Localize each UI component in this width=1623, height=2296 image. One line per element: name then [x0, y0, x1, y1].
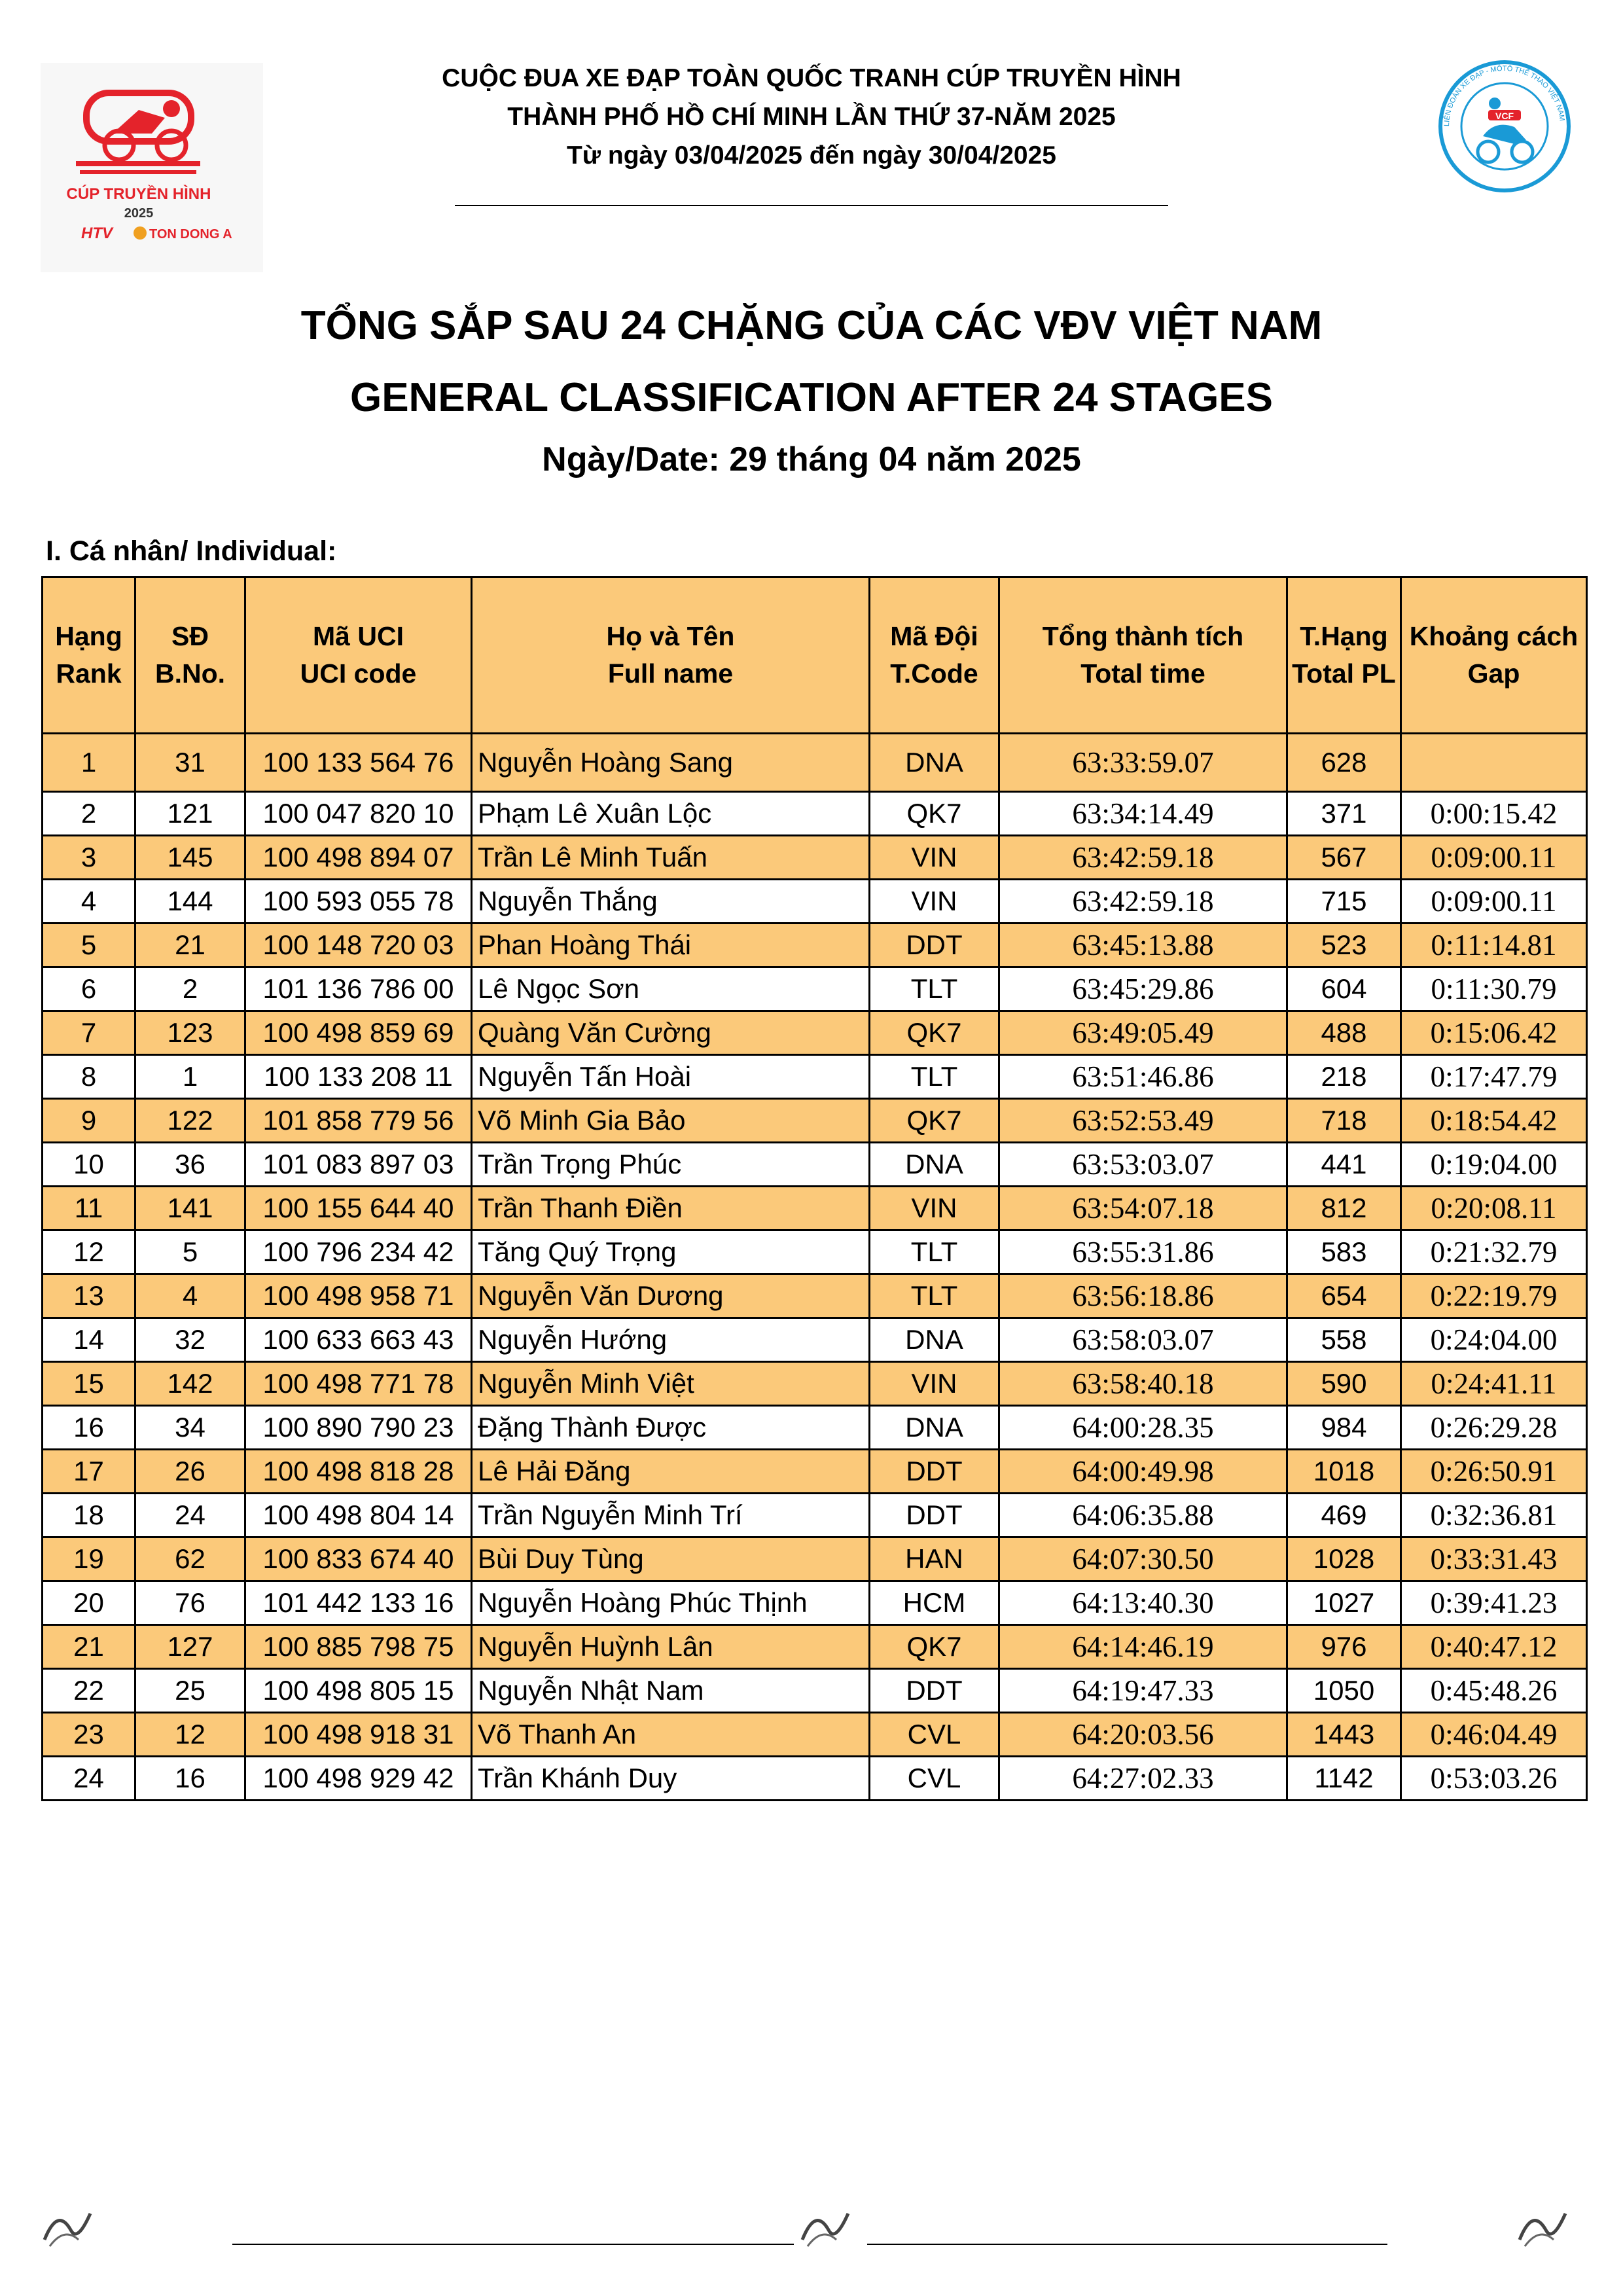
cell-bib: 76: [135, 1581, 245, 1625]
table-row: [43, 1757, 1587, 1801]
cell-name: Bùi Duy Tùng: [472, 1537, 870, 1581]
cell-bib: 36: [135, 1143, 245, 1187]
table-row: [43, 1537, 1587, 1581]
cell-uci: 100 498 894 07: [245, 836, 472, 880]
section-heading: I. Cá nhân/ Individual:: [46, 535, 337, 567]
cell-bib: 5: [135, 1230, 245, 1274]
table-row: [43, 967, 1587, 1011]
cell-uci: 100 498 805 15: [245, 1669, 472, 1713]
cell-uci: 100 498 859 69: [245, 1011, 472, 1055]
cell-name: Trần Thanh Điền: [472, 1187, 870, 1230]
cell-rank: 5: [43, 924, 135, 967]
cell-time: 63:58:03.07: [999, 1318, 1287, 1362]
cell-name: Võ Thanh An: [472, 1713, 870, 1757]
cell-gap: 0:26:29.28: [1401, 1406, 1587, 1450]
cell-uci: 100 498 958 71: [245, 1274, 472, 1318]
cell-rank: 15: [43, 1362, 135, 1406]
footer-logo-left: [38, 2194, 103, 2253]
cell-total-pl: 558: [1287, 1318, 1401, 1362]
cell-time: 63:42:59.18: [999, 836, 1287, 880]
cell-total-pl: 976: [1287, 1625, 1401, 1669]
cell-gap: 0:18:54.42: [1401, 1099, 1587, 1143]
cell-total-pl: 488: [1287, 1011, 1401, 1055]
cell-team: QK7: [870, 1625, 999, 1669]
cell-rank: 3: [43, 836, 135, 880]
cell-name: Trần Khánh Duy: [472, 1757, 870, 1801]
cell-bib: 12: [135, 1713, 245, 1757]
cell-name: Nguyễn Hoàng Phúc Thịnh: [472, 1581, 870, 1625]
cell-rank: 2: [43, 792, 135, 836]
cell-time: 64:13:40.30: [999, 1581, 1287, 1625]
cell-uci: 100 885 798 75: [245, 1625, 472, 1669]
cell-gap: 0:17:47.79: [1401, 1055, 1587, 1099]
cell-total-pl: 1443: [1287, 1713, 1401, 1757]
cell-name: Tăng Quý Trọng: [472, 1230, 870, 1274]
table-row: [43, 880, 1587, 924]
cell-uci: 100 498 804 14: [245, 1494, 472, 1537]
vcf-logo: [1416, 58, 1593, 195]
cell-name: Trần Lê Minh Tuấn: [472, 836, 870, 880]
event-title-line-1: CUỘC ĐUA XE ĐẠP TOÀN QUỐC TRANH CÚP TRUYỀN HÌNH: [442, 64, 1181, 92]
cell-time: 64:27:02.33: [999, 1757, 1287, 1801]
cell-bib: 123: [135, 1011, 245, 1055]
cell-team: QK7: [870, 1099, 999, 1143]
cell-bib: 34: [135, 1406, 245, 1450]
cell-bib: 144: [135, 880, 245, 924]
table-row: [43, 924, 1587, 967]
cell-team: VIN: [870, 880, 999, 924]
cell-bib: 24: [135, 1494, 245, 1537]
cell-rank: 4: [43, 880, 135, 924]
cell-gap: 0:53:03.26: [1401, 1757, 1587, 1801]
cell-team: DDT: [870, 924, 999, 967]
htv-logo: HTV: [81, 224, 113, 242]
table-row: [43, 1274, 1587, 1318]
cup-logo: [41, 63, 263, 272]
classification-table: [41, 576, 1588, 1801]
cell-rank: 8: [43, 1055, 135, 1099]
cell-bib: 2: [135, 967, 245, 1011]
cell-bib: 16: [135, 1757, 245, 1801]
cell-gap: 0:19:04.00: [1401, 1143, 1587, 1187]
cell-gap: 0:11:30.79: [1401, 967, 1587, 1011]
cell-total-pl: 812: [1287, 1187, 1401, 1230]
cell-team: QK7: [870, 1011, 999, 1055]
cell-gap: 0:09:00.11: [1401, 836, 1587, 880]
cell-rank: 11: [43, 1187, 135, 1230]
cell-rank: 19: [43, 1537, 135, 1581]
cell-time: 63:53:03.07: [999, 1143, 1287, 1187]
cell-gap: 0:45:48.26: [1401, 1669, 1587, 1713]
cell-gap: 0:40:47.12: [1401, 1625, 1587, 1669]
cell-uci: 101 442 133 16: [245, 1581, 472, 1625]
cell-rank: 22: [43, 1669, 135, 1713]
cell-total-pl: 218: [1287, 1055, 1401, 1099]
cell-team: CVL: [870, 1757, 999, 1801]
cell-gap: 0:15:06.42: [1401, 1011, 1587, 1055]
cell-uci: 101 136 786 00: [245, 967, 472, 1011]
cell-bib: 121: [135, 792, 245, 836]
footer-rule-left: [232, 2244, 794, 2245]
cell-team: VIN: [870, 836, 999, 880]
cell-time: 63:54:07.18: [999, 1187, 1287, 1230]
cell-gap: 0:20:08.11: [1401, 1187, 1587, 1230]
cell-bib: 122: [135, 1099, 245, 1143]
cell-bib: 127: [135, 1625, 245, 1669]
cell-name: Nguyễn Huỳnh Lân: [472, 1625, 870, 1669]
cell-bib: 4: [135, 1274, 245, 1318]
cell-total-pl: 441: [1287, 1143, 1401, 1187]
cell-uci: 100 833 674 40: [245, 1537, 472, 1581]
table-row: [43, 1581, 1587, 1625]
ton-dong-a-logo: TON DONG A: [149, 227, 232, 242]
cell-total-pl: 628: [1287, 734, 1401, 792]
cell-name: Phạm Lê Xuân Lộc: [472, 792, 870, 836]
cell-team: DDT: [870, 1669, 999, 1713]
cell-team: HCM: [870, 1581, 999, 1625]
col-header-bib: SĐ B.No.: [135, 577, 245, 734]
cell-team: DNA: [870, 1143, 999, 1187]
cell-total-pl: 984: [1287, 1406, 1401, 1450]
vcf-logo-text: VCF: [1495, 111, 1514, 121]
cell-total-pl: 567: [1287, 836, 1401, 880]
table-row: [43, 734, 1587, 792]
cell-team: VIN: [870, 1362, 999, 1406]
cell-uci: 100 133 208 11: [245, 1055, 472, 1099]
cup-logo-name: CÚP TRUYỀN HÌNH: [66, 185, 211, 203]
cell-time: 64:19:47.33: [999, 1669, 1287, 1713]
col-header-team: Mã Đội T.Code: [870, 577, 999, 734]
cell-gap: 0:26:50.91: [1401, 1450, 1587, 1494]
cell-gap: 0:11:14.81: [1401, 924, 1587, 967]
table-row: [43, 1143, 1587, 1187]
cell-name: Lê Ngọc Sơn: [472, 967, 870, 1011]
cell-uci: 100 498 929 42: [245, 1757, 472, 1801]
cell-name: Nguyễn Minh Việt: [472, 1362, 870, 1406]
cell-uci: 100 498 918 31: [245, 1713, 472, 1757]
cell-rank: 17: [43, 1450, 135, 1494]
cell-team: TLT: [870, 1274, 999, 1318]
cell-time: 63:45:13.88: [999, 924, 1287, 967]
cell-time: 64:06:35.88: [999, 1494, 1287, 1537]
table-header-row: [43, 577, 1587, 734]
cell-rank: 23: [43, 1713, 135, 1757]
cell-bib: 31: [135, 734, 245, 792]
cell-name: Nguyễn Hướng: [472, 1318, 870, 1362]
cell-bib: 145: [135, 836, 245, 880]
cell-time: 64:20:03.56: [999, 1713, 1287, 1757]
cell-bib: 32: [135, 1318, 245, 1362]
table-body: [43, 734, 1587, 1801]
cell-gap: [1401, 734, 1587, 792]
cell-rank: 18: [43, 1494, 135, 1537]
cell-gap: 0:32:36.81: [1401, 1494, 1587, 1537]
table-row: [43, 1318, 1587, 1362]
cell-total-pl: 523: [1287, 924, 1401, 967]
cell-time: 63:58:40.18: [999, 1362, 1287, 1406]
cell-uci: 100 498 818 28: [245, 1450, 472, 1494]
cell-rank: 13: [43, 1274, 135, 1318]
cell-gap: 0:39:41.23: [1401, 1581, 1587, 1625]
table-row: [43, 1099, 1587, 1143]
footer-logo-right: [1513, 2194, 1578, 2253]
col-header-name: Họ và Tên Full name: [472, 577, 870, 734]
cell-time: 63:56:18.86: [999, 1274, 1287, 1318]
table-row: [43, 1625, 1587, 1669]
cell-team: QK7: [870, 792, 999, 836]
cell-gap: 0:24:04.00: [1401, 1318, 1587, 1362]
cell-team: TLT: [870, 1055, 999, 1099]
cell-uci: 100 133 564 76: [245, 734, 472, 792]
cell-rank: 10: [43, 1143, 135, 1187]
cell-total-pl: 1142: [1287, 1757, 1401, 1801]
cell-time: 63:33:59.07: [999, 734, 1287, 792]
event-header: [393, 59, 1230, 175]
cell-time: 63:42:59.18: [999, 880, 1287, 924]
table-row: [43, 1230, 1587, 1274]
cell-time: 64:07:30.50: [999, 1537, 1287, 1581]
table-row: [43, 1187, 1587, 1230]
cell-name: Nguyễn Nhật Nam: [472, 1669, 870, 1713]
cell-name: Trần Nguyễn Minh Trí: [472, 1494, 870, 1537]
cyclist-signature-icon: [796, 2194, 861, 2253]
cell-time: 63:51:46.86: [999, 1055, 1287, 1099]
col-header-total-pl: T.Hạng Total PL: [1287, 577, 1401, 734]
table-row: [43, 1406, 1587, 1450]
cell-uci: 101 083 897 03: [245, 1143, 472, 1187]
table-row: [43, 836, 1587, 880]
cell-total-pl: 1028: [1287, 1537, 1401, 1581]
cell-name: Phan Hoàng Thái: [472, 924, 870, 967]
cell-rank: 12: [43, 1230, 135, 1274]
cell-time: 63:34:14.49: [999, 792, 1287, 836]
cell-gap: 0:09:00.11: [1401, 880, 1587, 924]
cell-rank: 1: [43, 734, 135, 792]
cell-team: DDT: [870, 1450, 999, 1494]
col-header-gap: Khoảng cách Gap: [1401, 577, 1587, 734]
cell-uci: 100 148 720 03: [245, 924, 472, 967]
cell-total-pl: 583: [1287, 1230, 1401, 1274]
cell-bib: 25: [135, 1669, 245, 1713]
cell-bib: 142: [135, 1362, 245, 1406]
cyclist-signature-icon: [38, 2194, 103, 2253]
cell-rank: 9: [43, 1099, 135, 1143]
cell-name: Lê Hải Đăng: [472, 1450, 870, 1494]
table-row: [43, 1011, 1587, 1055]
cell-team: DDT: [870, 1494, 999, 1537]
table-row: [43, 1713, 1587, 1757]
cell-uci: 100 890 790 23: [245, 1406, 472, 1450]
cell-uci: 101 858 779 56: [245, 1099, 472, 1143]
cell-rank: 16: [43, 1406, 135, 1450]
cell-name: Quàng Văn Cường: [472, 1011, 870, 1055]
cell-total-pl: 590: [1287, 1362, 1401, 1406]
cell-total-pl: 1050: [1287, 1669, 1401, 1713]
cell-bib: 1: [135, 1055, 245, 1099]
cell-name: Đặng Thành Được: [472, 1406, 870, 1450]
cell-rank: 20: [43, 1581, 135, 1625]
table-row: [43, 1450, 1587, 1494]
cell-name: Nguyễn Thắng: [472, 880, 870, 924]
cell-gap: 0:22:19.79: [1401, 1274, 1587, 1318]
cyclist-signature-icon: [1513, 2194, 1578, 2253]
cell-name: Nguyễn Tấn Hoài: [472, 1055, 870, 1099]
cell-time: 64:00:28.35: [999, 1406, 1287, 1450]
cell-gap: 0:24:41.11: [1401, 1362, 1587, 1406]
footer-logo-center: [796, 2194, 861, 2253]
cell-uci: 100 796 234 42: [245, 1230, 472, 1274]
title-vietnamese: TỔNG SẮP SAU 24 CHẶNG CỦA CÁC VĐV VIỆT NAM: [300, 303, 1323, 348]
cell-team: DNA: [870, 734, 999, 792]
table-row: [43, 1669, 1587, 1713]
col-header-rank: Hạng Rank: [43, 577, 135, 734]
cell-time: 63:49:05.49: [999, 1011, 1287, 1055]
cell-time: 63:52:53.49: [999, 1099, 1287, 1143]
cell-team: TLT: [870, 967, 999, 1011]
cell-bib: 141: [135, 1187, 245, 1230]
cell-uci: 100 155 644 40: [245, 1187, 472, 1230]
cell-gap: 0:33:31.43: [1401, 1537, 1587, 1581]
cell-gap: 0:00:15.42: [1401, 792, 1587, 836]
col-header-time: Tổng thành tích Total time: [999, 577, 1287, 734]
cell-total-pl: 469: [1287, 1494, 1401, 1537]
cell-total-pl: 718: [1287, 1099, 1401, 1143]
event-title-line-2: THÀNH PHỐ HỒ CHÍ MINH LẦN THỨ 37-NĂM 2025: [507, 103, 1116, 131]
cell-bib: 62: [135, 1537, 245, 1581]
cell-total-pl: 604: [1287, 967, 1401, 1011]
cell-uci: 100 633 663 43: [245, 1318, 472, 1362]
cell-team: CVL: [870, 1713, 999, 1757]
header-divider: [455, 205, 1168, 206]
cell-gap: 0:21:32.79: [1401, 1230, 1587, 1274]
cell-name: Trần Trọng Phúc: [472, 1143, 870, 1187]
cell-name: Nguyễn Hoàng Sang: [472, 734, 870, 792]
cell-rank: 24: [43, 1757, 135, 1801]
table-row: [43, 1055, 1587, 1099]
cell-total-pl: 1018: [1287, 1450, 1401, 1494]
cell-time: 64:00:49.98: [999, 1450, 1287, 1494]
cell-time: 63:45:29.86: [999, 967, 1287, 1011]
cell-time: 64:14:46.19: [999, 1625, 1287, 1669]
table-row: [43, 1494, 1587, 1537]
cell-uci: 100 593 055 78: [245, 880, 472, 924]
cell-bib: 21: [135, 924, 245, 967]
cell-rank: 7: [43, 1011, 135, 1055]
cell-team: TLT: [870, 1230, 999, 1274]
cell-name: Nguyễn Văn Dương: [472, 1274, 870, 1318]
cell-name: Võ Minh Gia Bảo: [472, 1099, 870, 1143]
cell-gap: 0:46:04.49: [1401, 1713, 1587, 1757]
cell-rank: 21: [43, 1625, 135, 1669]
cell-total-pl: 371: [1287, 792, 1401, 836]
title-english: GENERAL CLASSIFICATION AFTER 24 STAGES: [349, 375, 1274, 420]
cell-team: HAN: [870, 1537, 999, 1581]
cell-rank: 6: [43, 967, 135, 1011]
cell-total-pl: 715: [1287, 880, 1401, 924]
cell-team: DNA: [870, 1318, 999, 1362]
cup-logo-year: 2025: [124, 206, 154, 221]
cell-bib: 26: [135, 1450, 245, 1494]
cell-total-pl: 1027: [1287, 1581, 1401, 1625]
table-row: [43, 792, 1587, 836]
cell-uci: 100 498 771 78: [245, 1362, 472, 1406]
event-dates: Từ ngày 03/04/2025 đến ngày 30/04/2025: [566, 141, 1056, 170]
footer-rule-right: [867, 2244, 1387, 2245]
cell-rank: 14: [43, 1318, 135, 1362]
col-header-uci: Mã UCI UCI code: [245, 577, 472, 734]
report-date: Ngày/Date: 29 tháng 04 năm 2025: [542, 440, 1081, 478]
cell-team: DNA: [870, 1406, 999, 1450]
cell-time: 63:55:31.86: [999, 1230, 1287, 1274]
cell-uci: 100 047 820 10: [245, 792, 472, 836]
cell-total-pl: 654: [1287, 1274, 1401, 1318]
table-row: [43, 1362, 1587, 1406]
vcf-ring-text: LIÊN ĐOÀN XE ĐẠP - MÔTÔ THỂ THAO VIỆT NAM: [1442, 64, 1566, 127]
cell-team: VIN: [870, 1187, 999, 1230]
